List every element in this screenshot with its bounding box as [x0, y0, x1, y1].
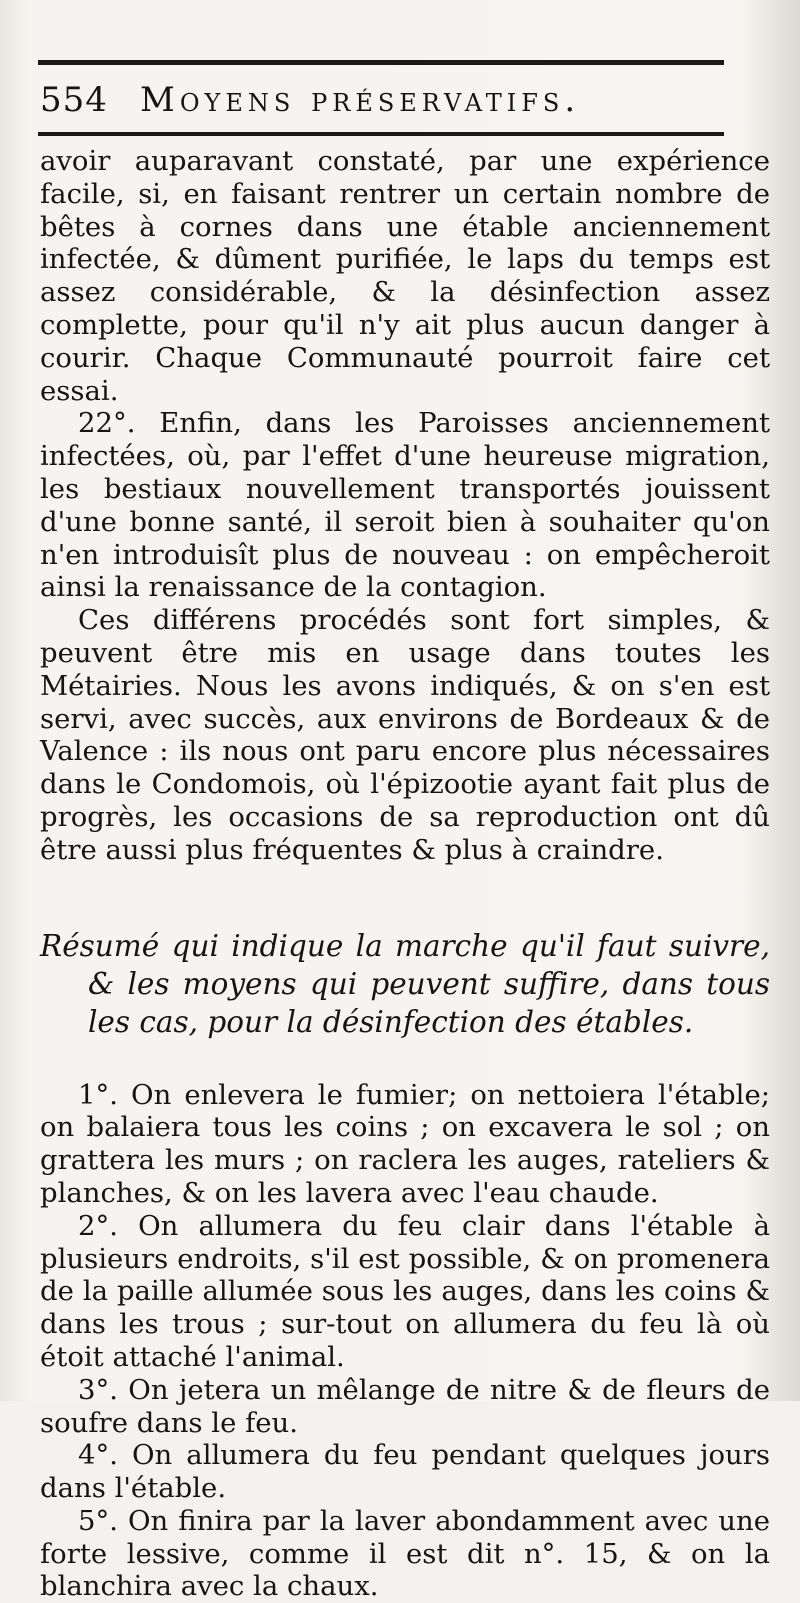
- paragraph-22: 22°. Enfin, dans les Paroisses anciennement infectées, où, par l'effet d'une heureuse migration, les bestiaux nouvellement transportés jouissent d'une bonne santé, il seroit bien à souhaiter qu'on n'en introduisît plus de nouveau : on empêcheroit ainsi la renaissance de la contagion.: [40, 407, 770, 604]
- paragraph-continued: avoir auparavant constaté, par une expérience facile, si, en faisant rentrer un certain nombre de bêtes à cornes dans une étable anciennement infectée, & dûment purifiée, le laps du temps est assez considérable, & la désinfection assez complette, pour qu'il n'y ait plus aucun danger à courir. Chaque Communauté pourroit faire cet essai.: [40, 145, 770, 407]
- list-item: 4°. On allumera du feu pendant quelques jours dans l'étable.: [40, 1439, 770, 1505]
- section-heading: Résumé qui indique la marche qu'il faut suivre, & les moyens qui peuvent suffire, dans tous les cas, pour la désinfection des étables.: [40, 928, 770, 1039]
- summary-list: [40, 1079, 770, 1603]
- running-header: [40, 76, 720, 124]
- paragraph-procedures: Ces différens procédés sont fort simples, & peuvent être mis en usage dans toutes les Métairies. Nous les avons indiqués, & on s'en est servi, avec succès, aux environs de Bordeaux & de Valence : ils nous ont paru encore plus nécessaires dans le Condomois, où l'épizootie ayant fait plus de progrès, les occasions de sa reproduction ont dû être aussi plus fréquentes & plus à craindre.: [40, 604, 770, 866]
- list-item: 5°. On finira par la laver abondamment avec une forte lessive, comme il est dit n°. 15, & on la blanchira avec la chaux.: [40, 1504, 770, 1603]
- list-item: 1°. On enlevera le fumier; on nettoiera l'étable; on balaiera tous les coins ; on excavera le sol ; on grattera les murs ; on raclera les auges, rateliers & planches, & on les lavera avec l'eau chaude.: [40, 1078, 770, 1209]
- header-rule-top: [38, 60, 724, 65]
- list-item: 3°. On jetera un mêlange de nitre & de fleurs de soufre dans le feu.: [40, 1373, 770, 1439]
- page-body: [40, 145, 770, 1603]
- list-item: 2°. On allumera du feu clair dans l'étable à plusieurs endroits, s'il est possible, & on promenera de la paille allumée sous les auges, dans les coins & dans les trous ; sur-tout on allumera du feu là où étoit attaché l'animal.: [40, 1209, 770, 1373]
- running-title: Moyens préservatifs.: [140, 80, 581, 120]
- header-rule-bottom: [38, 132, 724, 136]
- page-number: 554: [40, 80, 108, 120]
